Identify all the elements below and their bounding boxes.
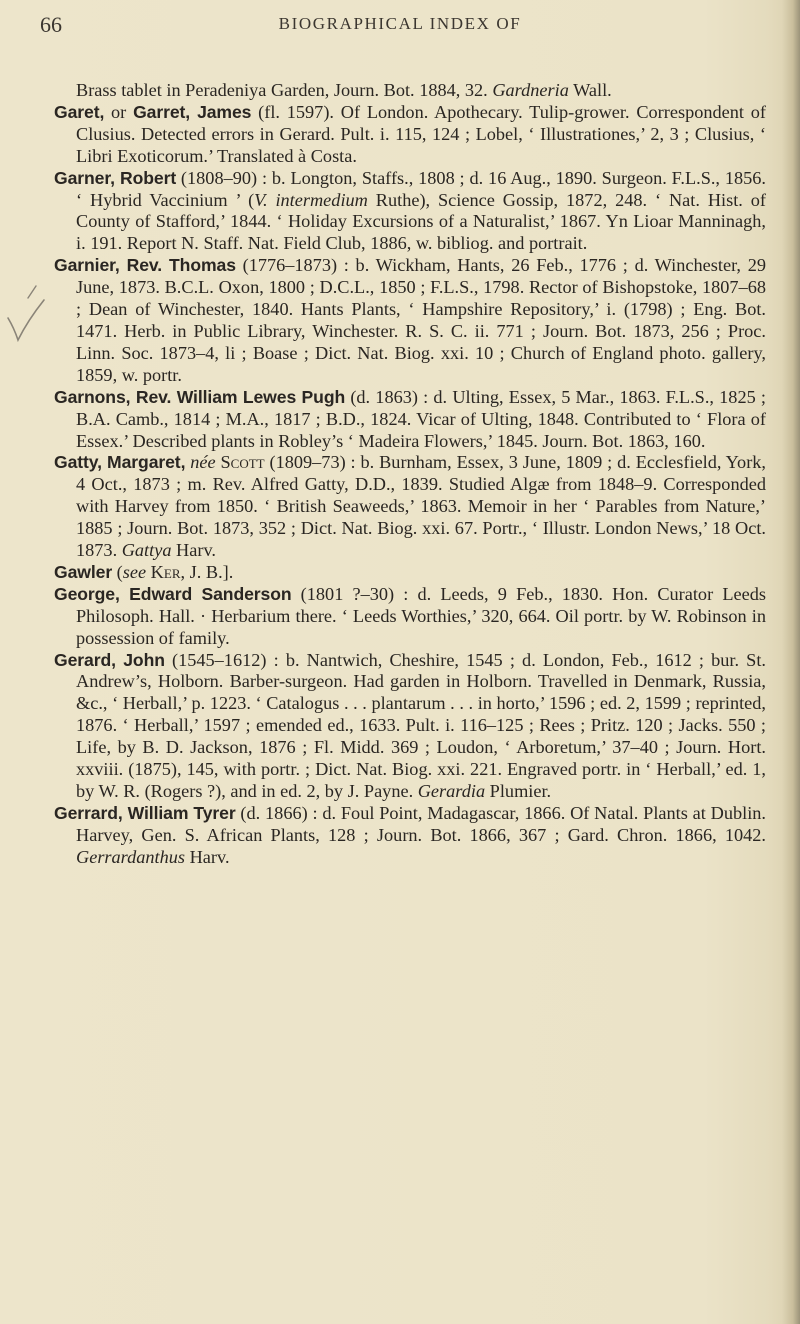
index-entry bbox=[54, 562, 766, 584]
entry-text: (1776–1873) : b. Wickham, Hants, 26 Feb., 1776 ; d. Winchester, 29 June, 1873. B.C.L. Oxon, 1800 ; D.C.L., 1850 ; F.L.S., 1798. Rector of Bishopstoke, 1807–68 ; Dean of Winchester, 1840. Hants Plants, ‘ Hampshire Repository,’ i. (1798) ; Eng. Bot. 1471. Herb. in Public Library, Winchester. R. S. C. ii. 771 ; Journ. Bot. 1873, 256 ; Proc. Linn. Soc. 1873–4, li ; Boase ; Dict. Nat. Biog. xxi. 10 ; Church of England photo. gallery, 1859, w. portr. bbox=[76, 255, 767, 385]
index-entry bbox=[54, 255, 766, 386]
entry-text: , J. B.]. bbox=[180, 561, 234, 582]
entry-text: or bbox=[104, 101, 134, 122]
entry-text: Plumier. bbox=[485, 781, 552, 801]
entry-text: (1808–90) : b. Longton, Staffs., 1808 ; d. 16 Aug., 1890. Surgeon. F.L.S., 1856. ‘ Hybrid Vaccinium ’ ( bbox=[76, 167, 766, 210]
entry-text: (1545–1612) : b. Nantwich, Cheshire, 1545 ; d. London, Feb., 1612 ; bur. St. Andrew’s, Holborn. Barber-surgeon. Had garden in Holborn. Travelled in Denmark, Russia, &c., ‘ Herball,’ p. 1223. ‘ Catalogus . . . plantarum . . . in horto,’ 1596 ; ed. 2, 1599 ; reprinted, 1876. ‘ Herball,’ 1597 ; emended ed., 1633. Pult. i. 116–125 ; Rees ; Pritz. 120 ; Jacks. 550 ; Life, by B. D. Jackson, 1876 ; Fl. Midd. 369 ; Loudon, ‘ Arboretum,’ 37–40 ; Journ. Hort. xxviii. (1875), 145, with portr. ; Dict. Nat. Biog. xxi. 221. Engraved portr. in ‘ Herball,’ ed. 1, by W. R. (Rogers ?), and in ed. 2, by J. Payne. bbox=[76, 649, 766, 801]
index-entry bbox=[54, 584, 766, 650]
entry-text: Ruthe), Science Gossip, 1872, 248. ‘ Nat. Hist. of County of Stafford,’ 1844. ‘ Holiday Excursions of a Naturalist,’ 1867. Yn Lioar Manninagh, i. 191. Report N. Staff. Nat. Field Club, 1886, w. bibliog. and portrait. bbox=[76, 189, 767, 254]
entry-name: Garner, Robert bbox=[54, 167, 177, 188]
entry-text: Brass tablet in Peradeniya Garden, Journ. Bot. 1884, 32. bbox=[76, 80, 493, 100]
entry-text: ( bbox=[112, 561, 123, 582]
entry-name: Garret, James bbox=[133, 101, 252, 122]
entry-name: Gawler bbox=[54, 561, 113, 582]
entry-text: Harv. bbox=[185, 846, 230, 867]
index-entry bbox=[54, 387, 766, 453]
italic-text: see bbox=[122, 561, 147, 582]
italic-text: V. intermedium bbox=[254, 189, 368, 210]
entry-name: George, Edward Sanderson bbox=[54, 583, 292, 604]
italic-text: Gerrardanthus bbox=[76, 846, 186, 867]
entry-text: (d. 1866) : d. Foul Point, Madagascar, 1866. Of Natal. Plants at Dublin. Harvey, Gen. S. African Plants, 128 ; Journ. Bot. 1866, 367 ; Gard. Chron. 1866, 1042. bbox=[76, 802, 766, 845]
page-header bbox=[0, 12, 800, 42]
entry-text: Wall. bbox=[568, 80, 612, 100]
pencil-checkmark-icon bbox=[6, 284, 46, 346]
entry-name: Gerard, John bbox=[54, 649, 165, 670]
entry-name: Gatty, Margaret, bbox=[54, 452, 186, 473]
italic-text: Gattya bbox=[121, 540, 172, 561]
entry-text: Harv. bbox=[171, 540, 216, 561]
page-edge-shadow bbox=[782, 0, 800, 1324]
entry-name: Garet, bbox=[54, 101, 105, 122]
index-entry bbox=[54, 452, 766, 562]
index-entries bbox=[54, 80, 766, 869]
index-entry bbox=[54, 102, 766, 168]
entry-continuation bbox=[54, 80, 766, 102]
entry-name: Gerrard, William Tyrer bbox=[54, 802, 236, 823]
entry-text: (1801 ?–30) : d. Leeds, 9 Feb., 1830. Hon. Curator Leeds Philosoph. Hall. · Herbarium there. ‘ Leeds Worthies,’ 320, 664. Oil portr. by W. Robinson in possession of family. bbox=[76, 583, 766, 648]
small-caps-text: Scott bbox=[220, 452, 265, 473]
entry-text: (fl. 1597). Of London. Apothecary. Tulip-grower. Correspondent of Clusius. Detected errors in Gerard. Pult. i. 115, 124 ; Lobel, ‘ Illustrationes,’ 2, 3 ; Clusius, ‘ Libri Exoticorum.’ Translated à Costa. bbox=[76, 101, 767, 166]
page-number: 66 bbox=[40, 12, 62, 37]
entry-text: (1809–73) : b. Burnham, Essex, 3 June, 1809 ; d. Ecclesfield, York, 4 Oct., 1873 ; m. Rev. Alfred Gatty, D.D., 1839. Studied Algæ from 1848–9. Corresponded with Harvey from 1850. ‘ British Seaweeds,’ 1863. Memoir in her ‘ Parables from Nature,’ 1885 ; Journ. Bot. 1873, 352 ; Dict. Nat. Biog. xxi. 67. Portr., ‘ Illustr. London News,’ 18 Oct. 1873. bbox=[76, 452, 766, 561]
index-entry bbox=[54, 168, 766, 256]
index-entry bbox=[54, 650, 766, 803]
italic-text: née bbox=[190, 452, 216, 473]
entry-name: Garnons, Rev. William Lewes Pugh bbox=[54, 386, 346, 407]
italic-text: Gardneria bbox=[492, 80, 569, 100]
small-caps-text: Ker bbox=[150, 561, 181, 582]
entry-text: (d. 1863) : d. Ulting, Essex, 5 Mar., 1863. F.L.S., 1825 ; B.A. Camb., 1814 ; M.A., 1817 ; B.D., 1824. Vicar of Ulting, 1848. Contributed to ‘ Flora of Essex.’ Described plants in Robley’s ‘ Madeira Flowers,’ 1845. Journ. Bot. 1863, 160. bbox=[76, 386, 766, 451]
running-title: BIOGRAPHICAL INDEX OF bbox=[278, 14, 522, 33]
index-entry bbox=[54, 803, 766, 869]
italic-text: Gerardia bbox=[417, 781, 486, 801]
entry-name: Garnier, Rev. Thomas bbox=[54, 255, 236, 276]
